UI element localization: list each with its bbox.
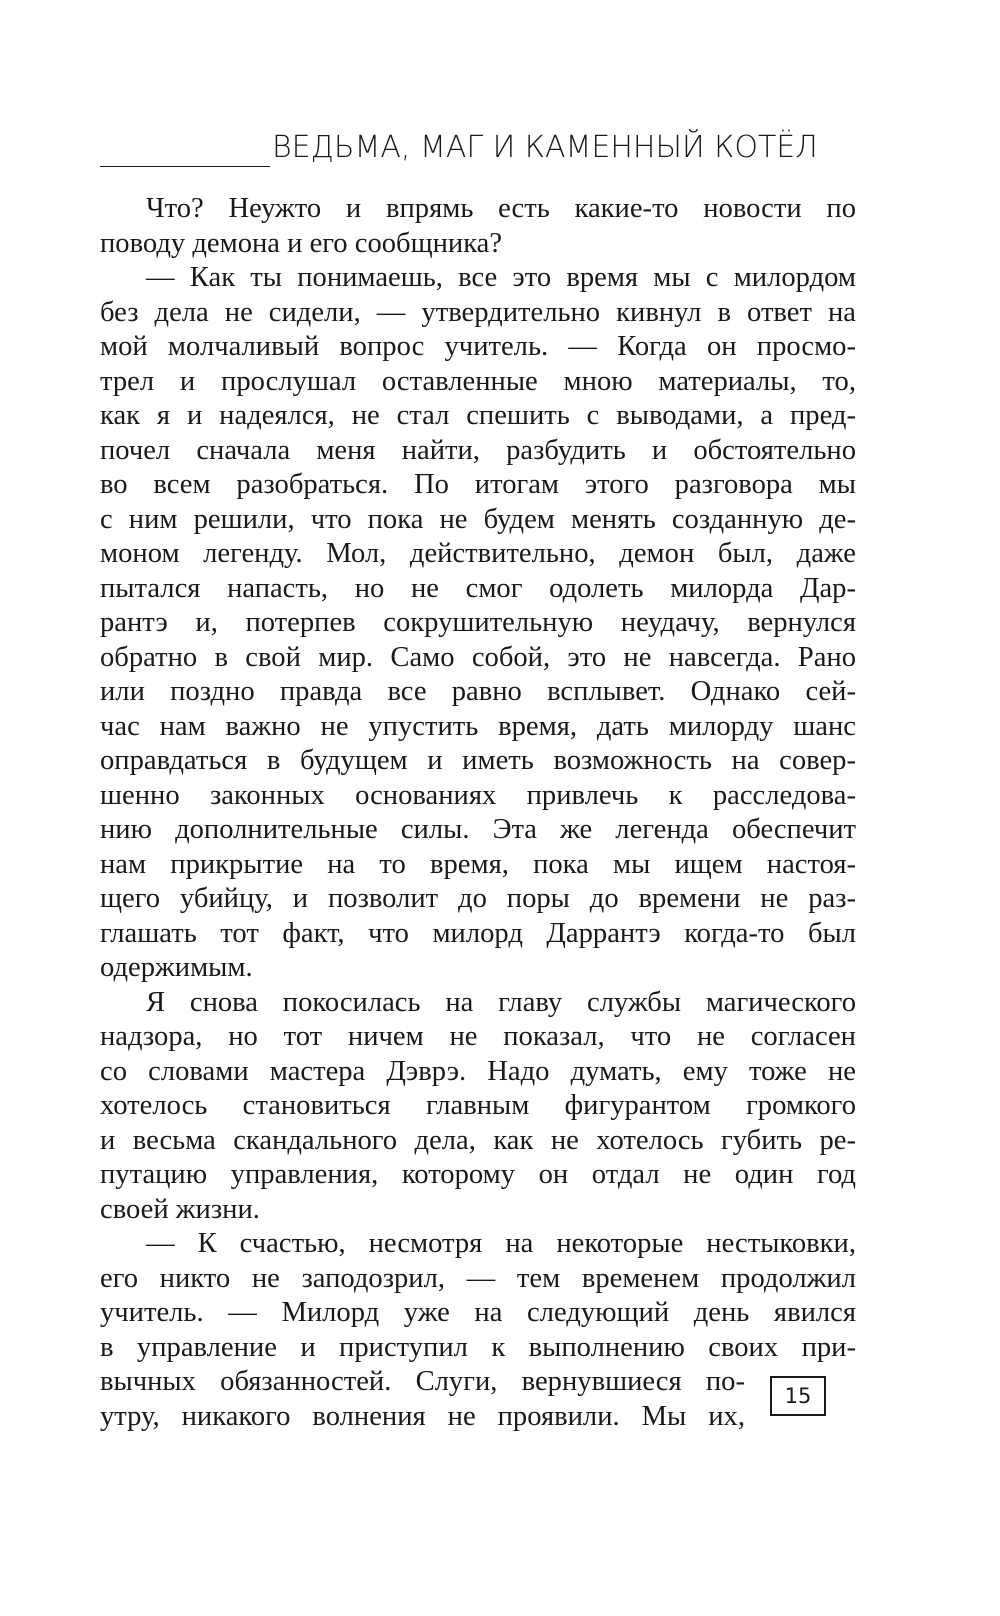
text-line: Что? Неужто и впрямь есть какие-то новости по <box>146 193 856 224</box>
text-line: вычных обязанностей. Слуги, вернувшиеся по- <box>100 1366 745 1397</box>
text-line: надзора, но тот ничем не показал, что не согласен <box>100 1021 856 1052</box>
text-line: учитель. — Милорд уже на следующий день явился <box>100 1297 856 1328</box>
text-line: шенно законных основаниях привлечь к расследова- <box>100 779 856 811</box>
page-number: 15 <box>770 1376 826 1416</box>
text-line: во всем разобраться. По итогам этого разговора мы <box>100 469 856 500</box>
text-line: и весьма скандального дела, как не хотелось губить ре- <box>100 1124 856 1156</box>
text-line: почел сначала меня найти, разбудить и обстоятельно <box>100 434 856 466</box>
text-line: как я и надеялся, не стал спешить с выводами, а пред- <box>100 400 856 431</box>
text-line: нам прикрытие на то время, пока мы ищем настоя- <box>100 848 856 880</box>
body-text <box>100 192 856 1434</box>
text-line: оправдаться в будущем и иметь возможность на совер- <box>100 745 856 776</box>
text-line: — К счастью, несмотря на некоторые нестыковки, <box>146 1228 856 1259</box>
text-line: путацию управления, которому он отдал не один год <box>100 1159 856 1190</box>
text-line: в управление и приступил к выполнению своих при- <box>100 1331 856 1363</box>
book-title: ВЕДЬМА, МАГ И КАМЕННЫЙ КОТЁЛ <box>272 130 818 165</box>
text-line: Я снова покосилась на главу службы магического <box>146 986 856 1018</box>
text-line: хотелось становиться главным фигурантом громкого <box>100 1090 856 1121</box>
text-line: без дела не сидели, — утвердительно кивнул в ответ на <box>100 296 856 328</box>
text-line: со словами мастера Дэврэ. Надо думать, ему тоже не <box>100 1055 856 1087</box>
text-line: своей жизни. <box>100 1193 260 1225</box>
text-line: утру, никакого волнения не проявили. Мы их, <box>100 1400 745 1432</box>
text-line: нию дополнительные силы. Эта же легенда обеспечит <box>100 814 856 845</box>
text-line: трел и прослушал оставленные мною материалы, то, <box>100 365 856 397</box>
text-line: поводу демона и его сообщника? <box>100 227 503 259</box>
running-head <box>100 128 860 172</box>
paragraph <box>100 986 856 1228</box>
text-line: одержимым. <box>100 952 253 983</box>
text-line: рантэ и, потерпев сокрушительную неудачу, вернулся <box>100 607 856 638</box>
text-line: час нам важно не упустить время, дать милорду шанс <box>100 710 856 742</box>
text-line: — Как ты понимаешь, все это время мы с милордом <box>146 262 856 293</box>
paragraph <box>100 192 856 261</box>
text-line: обратно в свой мир. Само собой, это не навсегда. Рано <box>100 641 856 673</box>
paragraph <box>100 1227 856 1434</box>
text-line: пытался напасть, но не смог одолеть милорда Дар- <box>100 572 856 604</box>
text-line: моном легенду. Мол, действительно, демон был, даже <box>100 538 856 569</box>
text-line: или поздно правда все равно всплывет. Однако сей- <box>100 676 856 707</box>
text-line: с ним решили, что пока не будем менять созданную де- <box>100 503 856 535</box>
text-line: мой молчаливый вопрос учитель. — Когда он просмо- <box>100 331 856 362</box>
text-line: щего убийцу, и позволит до поры до времени не раз- <box>100 883 856 914</box>
text-line: глашать тот факт, что милорд Даррантэ когда-то был <box>100 917 856 949</box>
text-line: его никто не заподозрил, — тем временем продолжил <box>100 1262 856 1294</box>
running-head-rule <box>100 166 270 167</box>
paragraph <box>100 261 856 986</box>
